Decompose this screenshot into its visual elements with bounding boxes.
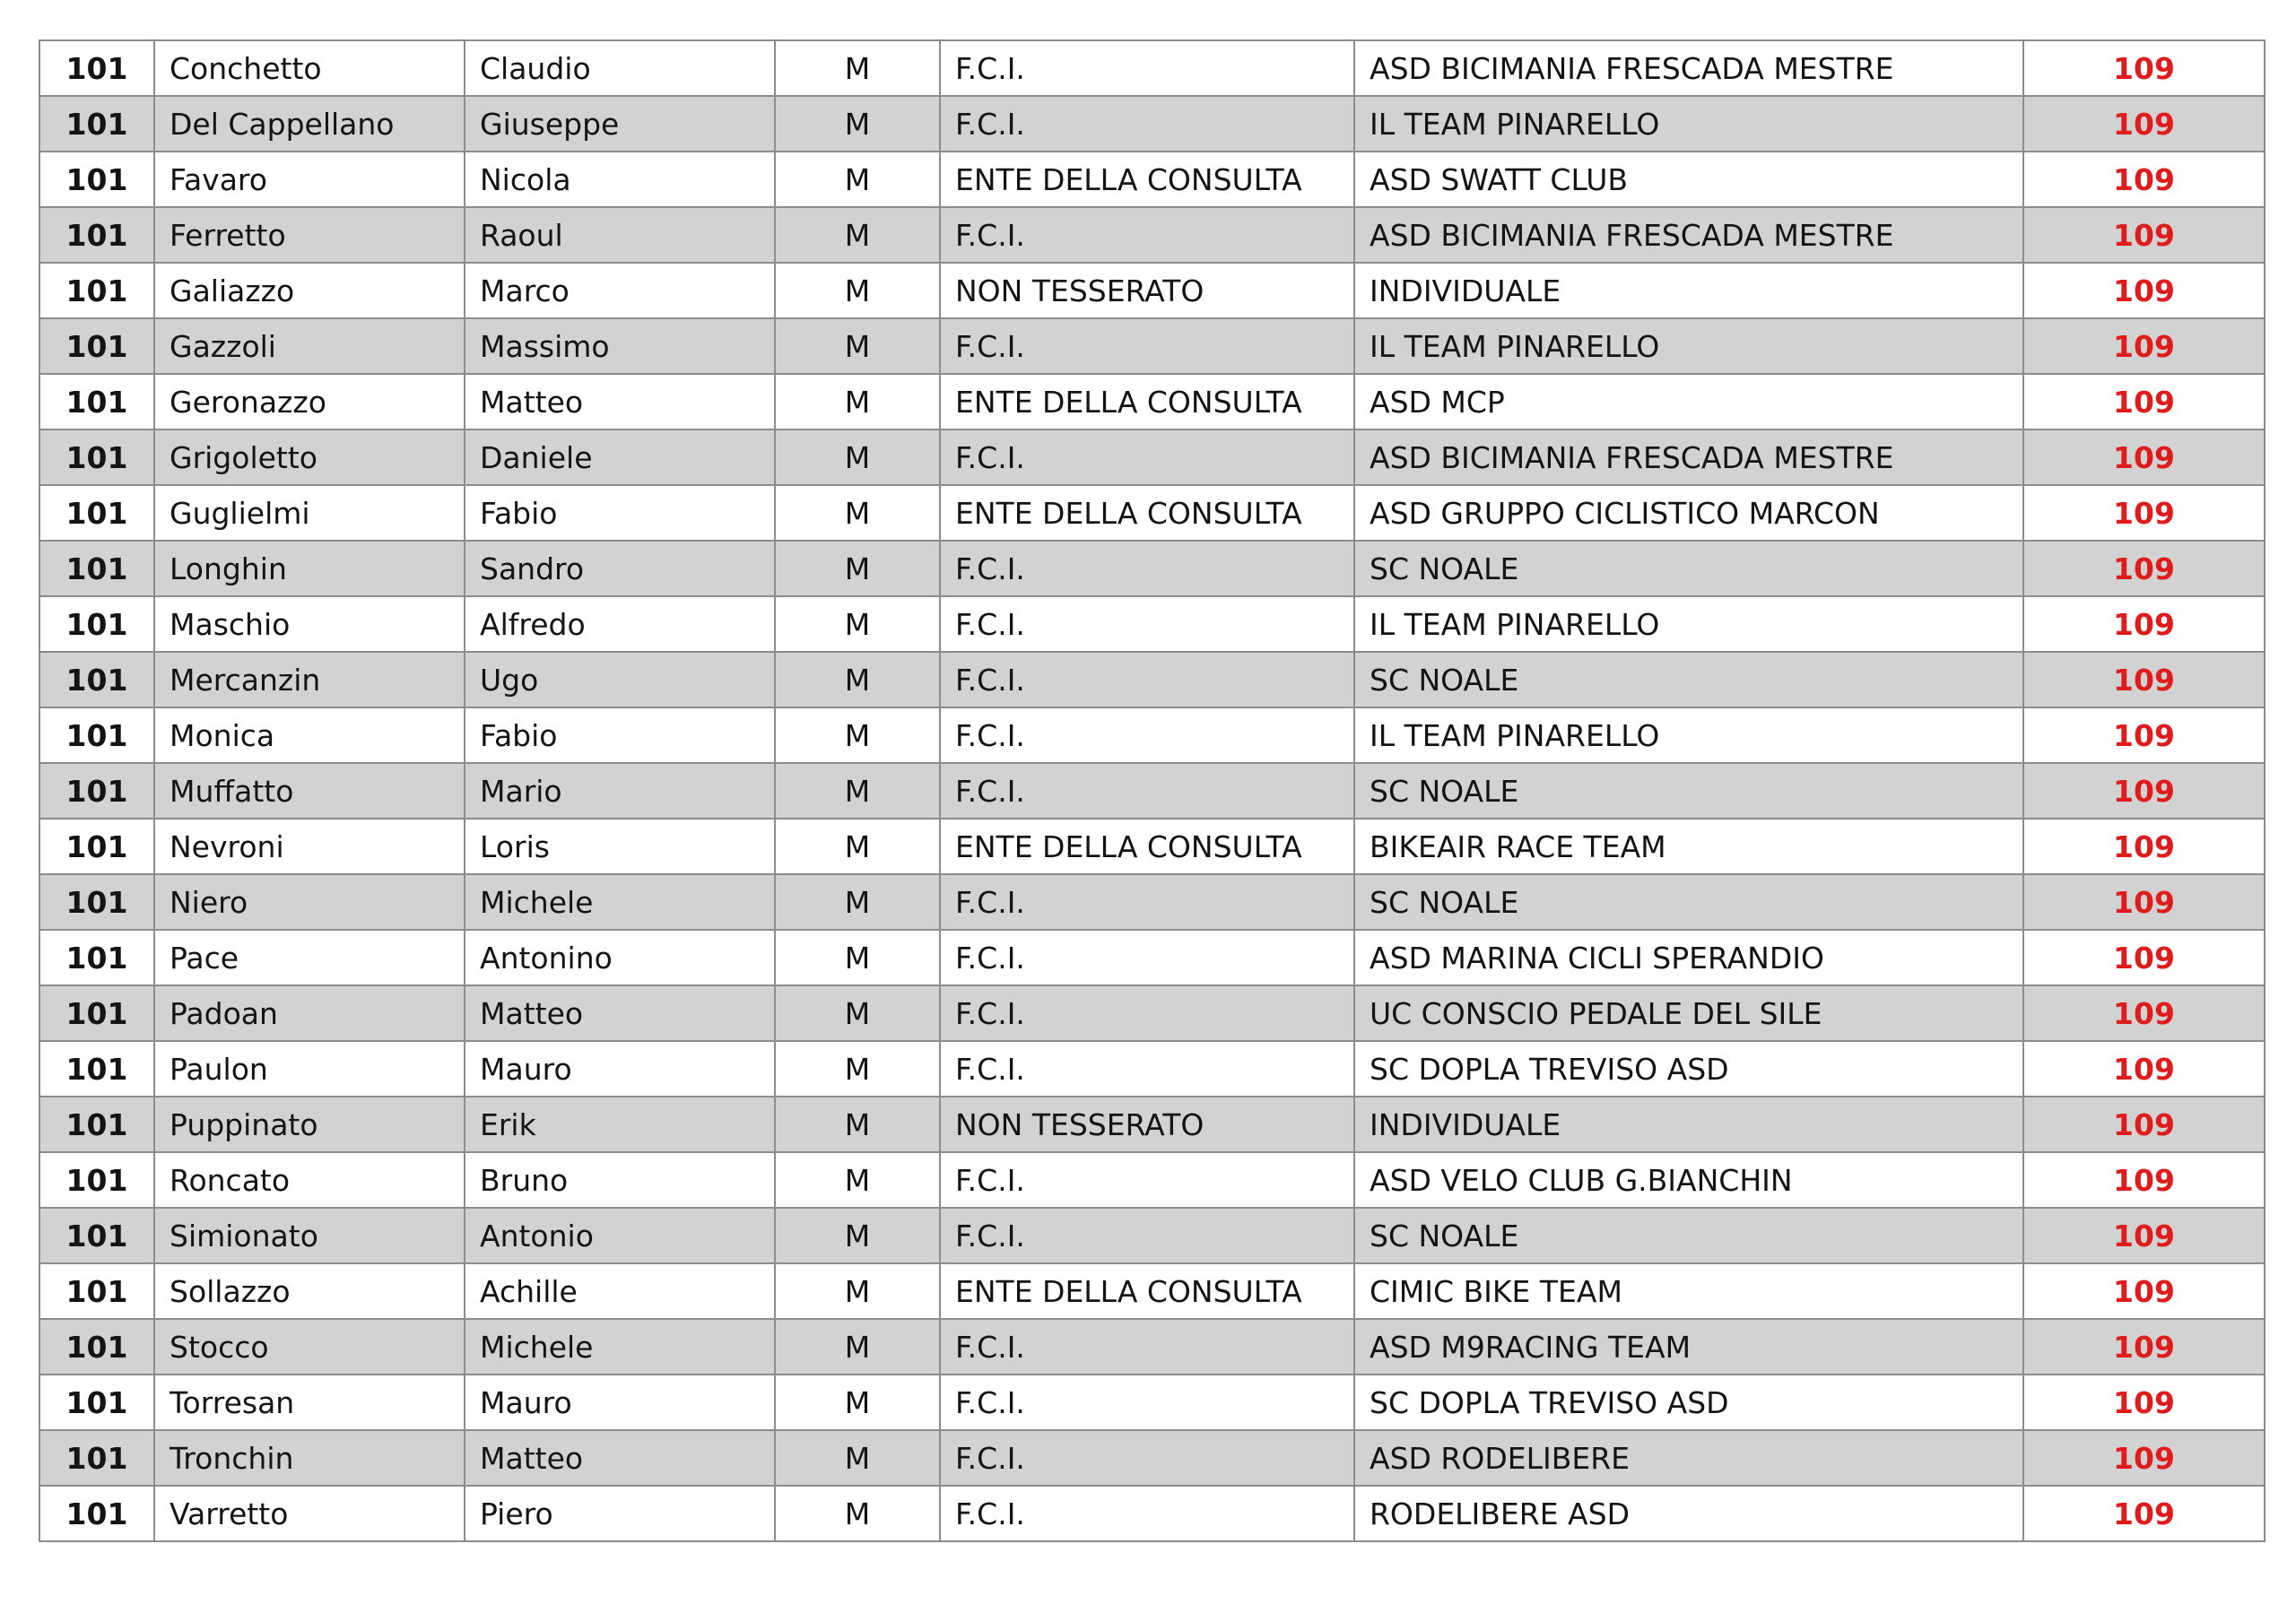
- federation-cell: F.C.I.: [940, 874, 1354, 930]
- table-row: [39, 1430, 2265, 1486]
- category-cell: 101: [39, 1041, 154, 1097]
- federation-cell: F.C.I.: [940, 596, 1354, 652]
- team-cell: INDIVIDUALE: [1354, 263, 2023, 318]
- points-cell: 109: [2023, 652, 2265, 707]
- category-cell: 101: [39, 1486, 154, 1541]
- federation-cell: F.C.I.: [940, 40, 1354, 96]
- points-cell: 109: [2023, 263, 2265, 318]
- table-row: [39, 930, 2265, 985]
- first-name-cell: Antonio: [465, 1208, 775, 1263]
- results-table-body: [39, 40, 2265, 1541]
- federation-cell: F.C.I.: [940, 207, 1354, 263]
- first-name-cell: Michele: [465, 1319, 775, 1375]
- first-name-cell: Bruno: [465, 1152, 775, 1208]
- first-name-cell: Matteo: [465, 985, 775, 1041]
- surname-cell: Puppinato: [154, 1097, 465, 1152]
- surname-cell: Padoan: [154, 985, 465, 1041]
- table-row: [39, 429, 2265, 485]
- surname-cell: Torresan: [154, 1375, 465, 1430]
- table-row: [39, 152, 2265, 207]
- first-name-cell: Claudio: [465, 40, 775, 96]
- team-cell: IL TEAM PINARELLO: [1354, 96, 2023, 152]
- surname-cell: Favaro: [154, 152, 465, 207]
- sex-cell: M: [775, 652, 940, 707]
- surname-cell: Paulon: [154, 1041, 465, 1097]
- category-cell: 101: [39, 318, 154, 374]
- points-cell: 109: [2023, 152, 2265, 207]
- first-name-cell: Daniele: [465, 429, 775, 485]
- team-cell: IL TEAM PINARELLO: [1354, 596, 2023, 652]
- surname-cell: Ferretto: [154, 207, 465, 263]
- federation-cell: F.C.I.: [940, 930, 1354, 985]
- table-row: [39, 374, 2265, 429]
- table-row: [39, 1041, 2265, 1097]
- federation-cell: F.C.I.: [940, 1319, 1354, 1375]
- table-row: [39, 1208, 2265, 1263]
- table-row: [39, 96, 2265, 152]
- first-name-cell: Marco: [465, 263, 775, 318]
- sex-cell: M: [775, 1041, 940, 1097]
- team-cell: ASD RODELIBERE: [1354, 1430, 2023, 1486]
- points-cell: 109: [2023, 96, 2265, 152]
- table-row: [39, 652, 2265, 707]
- team-cell: SC DOPLA TREVISO ASD: [1354, 1375, 2023, 1430]
- sex-cell: M: [775, 1375, 940, 1430]
- points-cell: 109: [2023, 1263, 2265, 1319]
- points-cell: 109: [2023, 1097, 2265, 1152]
- category-cell: 101: [39, 1208, 154, 1263]
- category-cell: 101: [39, 263, 154, 318]
- surname-cell: Tronchin: [154, 1430, 465, 1486]
- first-name-cell: Matteo: [465, 1430, 775, 1486]
- sex-cell: M: [775, 1486, 940, 1541]
- category-cell: 101: [39, 541, 154, 596]
- federation-cell: F.C.I.: [940, 763, 1354, 819]
- category-cell: 101: [39, 1375, 154, 1430]
- surname-cell: Monica: [154, 707, 465, 763]
- category-cell: 101: [39, 1263, 154, 1319]
- team-cell: SC NOALE: [1354, 763, 2023, 819]
- points-cell: 109: [2023, 1430, 2265, 1486]
- table-row: [39, 1152, 2265, 1208]
- table-row: [39, 1486, 2265, 1541]
- sex-cell: M: [775, 40, 940, 96]
- surname-cell: Pace: [154, 930, 465, 985]
- category-cell: 101: [39, 874, 154, 930]
- first-name-cell: Antonino: [465, 930, 775, 985]
- category-cell: 101: [39, 485, 154, 541]
- category-cell: 101: [39, 40, 154, 96]
- points-cell: 109: [2023, 485, 2265, 541]
- federation-cell: F.C.I.: [940, 707, 1354, 763]
- table-row: [39, 1375, 2265, 1430]
- category-cell: 101: [39, 1319, 154, 1375]
- table-row: [39, 874, 2265, 930]
- results-sheet: [39, 39, 2264, 1542]
- points-cell: 109: [2023, 40, 2265, 96]
- first-name-cell: Mario: [465, 763, 775, 819]
- sex-cell: M: [775, 1152, 940, 1208]
- first-name-cell: Matteo: [465, 374, 775, 429]
- team-cell: ASD BICIMANIA FRESCADA MESTRE: [1354, 40, 2023, 96]
- sex-cell: M: [775, 541, 940, 596]
- sex-cell: M: [775, 207, 940, 263]
- sex-cell: M: [775, 96, 940, 152]
- points-cell: 109: [2023, 1208, 2265, 1263]
- team-cell: SC NOALE: [1354, 874, 2023, 930]
- federation-cell: F.C.I.: [940, 96, 1354, 152]
- points-cell: 109: [2023, 707, 2265, 763]
- category-cell: 101: [39, 1430, 154, 1486]
- table-row: [39, 207, 2265, 263]
- points-cell: 109: [2023, 429, 2265, 485]
- table-row: [39, 819, 2265, 874]
- surname-cell: Varretto: [154, 1486, 465, 1541]
- table-row: [39, 985, 2265, 1041]
- team-cell: BIKEAIR RACE TEAM: [1354, 819, 2023, 874]
- first-name-cell: Mauro: [465, 1375, 775, 1430]
- sex-cell: M: [775, 763, 940, 819]
- table-row: [39, 1263, 2265, 1319]
- team-cell: ASD BICIMANIA FRESCADA MESTRE: [1354, 207, 2023, 263]
- federation-cell: F.C.I.: [940, 1152, 1354, 1208]
- table-row: [39, 485, 2265, 541]
- surname-cell: Roncato: [154, 1152, 465, 1208]
- surname-cell: Geronazzo: [154, 374, 465, 429]
- first-name-cell: Fabio: [465, 707, 775, 763]
- surname-cell: Galiazzo: [154, 263, 465, 318]
- federation-cell: F.C.I.: [940, 1041, 1354, 1097]
- table-row: [39, 1097, 2265, 1152]
- team-cell: SC NOALE: [1354, 652, 2023, 707]
- first-name-cell: Raoul: [465, 207, 775, 263]
- category-cell: 101: [39, 763, 154, 819]
- surname-cell: Stocco: [154, 1319, 465, 1375]
- team-cell: SC NOALE: [1354, 541, 2023, 596]
- surname-cell: Muffatto: [154, 763, 465, 819]
- surname-cell: Conchetto: [154, 40, 465, 96]
- category-cell: 101: [39, 930, 154, 985]
- results-table: [39, 39, 2266, 1542]
- team-cell: ASD GRUPPO CICLISTICO MARCON: [1354, 485, 2023, 541]
- federation-cell: NON TESSERATO: [940, 263, 1354, 318]
- category-cell: 101: [39, 96, 154, 152]
- category-cell: 101: [39, 374, 154, 429]
- table-row: [39, 707, 2265, 763]
- surname-cell: Niero: [154, 874, 465, 930]
- federation-cell: ENTE DELLA CONSULTA: [940, 819, 1354, 874]
- federation-cell: F.C.I.: [940, 429, 1354, 485]
- sex-cell: M: [775, 429, 940, 485]
- first-name-cell: Giuseppe: [465, 96, 775, 152]
- federation-cell: F.C.I.: [940, 318, 1354, 374]
- first-name-cell: Erik: [465, 1097, 775, 1152]
- sex-cell: M: [775, 930, 940, 985]
- surname-cell: Simionato: [154, 1208, 465, 1263]
- category-cell: 101: [39, 985, 154, 1041]
- table-row: [39, 541, 2265, 596]
- points-cell: 109: [2023, 985, 2265, 1041]
- sex-cell: M: [775, 707, 940, 763]
- category-cell: 101: [39, 152, 154, 207]
- team-cell: CIMIC BIKE TEAM: [1354, 1263, 2023, 1319]
- first-name-cell: Achille: [465, 1263, 775, 1319]
- points-cell: 109: [2023, 541, 2265, 596]
- first-name-cell: Michele: [465, 874, 775, 930]
- first-name-cell: Massimo: [465, 318, 775, 374]
- surname-cell: Mercanzin: [154, 652, 465, 707]
- points-cell: 109: [2023, 930, 2265, 985]
- federation-cell: F.C.I.: [940, 1208, 1354, 1263]
- points-cell: 109: [2023, 1375, 2265, 1430]
- first-name-cell: Mauro: [465, 1041, 775, 1097]
- first-name-cell: Loris: [465, 819, 775, 874]
- surname-cell: Gazzoli: [154, 318, 465, 374]
- first-name-cell: Sandro: [465, 541, 775, 596]
- points-cell: 109: [2023, 763, 2265, 819]
- federation-cell: F.C.I.: [940, 652, 1354, 707]
- team-cell: ASD MCP: [1354, 374, 2023, 429]
- table-row: [39, 263, 2265, 318]
- points-cell: 109: [2023, 374, 2265, 429]
- first-name-cell: Alfredo: [465, 596, 775, 652]
- federation-cell: ENTE DELLA CONSULTA: [940, 152, 1354, 207]
- category-cell: 101: [39, 1152, 154, 1208]
- sex-cell: M: [775, 819, 940, 874]
- sex-cell: M: [775, 1097, 940, 1152]
- surname-cell: Sollazzo: [154, 1263, 465, 1319]
- surname-cell: Grigoletto: [154, 429, 465, 485]
- sex-cell: M: [775, 374, 940, 429]
- sex-cell: M: [775, 1319, 940, 1375]
- surname-cell: Maschio: [154, 596, 465, 652]
- team-cell: IL TEAM PINARELLO: [1354, 318, 2023, 374]
- team-cell: IL TEAM PINARELLO: [1354, 707, 2023, 763]
- category-cell: 101: [39, 207, 154, 263]
- federation-cell: F.C.I.: [940, 1486, 1354, 1541]
- team-cell: UC CONSCIO PEDALE DEL SILE: [1354, 985, 2023, 1041]
- federation-cell: ENTE DELLA CONSULTA: [940, 374, 1354, 429]
- points-cell: 109: [2023, 1041, 2265, 1097]
- category-cell: 101: [39, 707, 154, 763]
- points-cell: 109: [2023, 318, 2265, 374]
- federation-cell: F.C.I.: [940, 1430, 1354, 1486]
- federation-cell: F.C.I.: [940, 541, 1354, 596]
- federation-cell: F.C.I.: [940, 985, 1354, 1041]
- table-row: [39, 763, 2265, 819]
- first-name-cell: Fabio: [465, 485, 775, 541]
- first-name-cell: Piero: [465, 1486, 775, 1541]
- team-cell: INDIVIDUALE: [1354, 1097, 2023, 1152]
- points-cell: 109: [2023, 819, 2265, 874]
- team-cell: ASD MARINA CICLI SPERANDIO: [1354, 930, 2023, 985]
- category-cell: 101: [39, 819, 154, 874]
- points-cell: 109: [2023, 1319, 2265, 1375]
- surname-cell: Nevroni: [154, 819, 465, 874]
- points-cell: 109: [2023, 1152, 2265, 1208]
- federation-cell: F.C.I.: [940, 1375, 1354, 1430]
- sex-cell: M: [775, 263, 940, 318]
- category-cell: 101: [39, 596, 154, 652]
- sex-cell: M: [775, 596, 940, 652]
- sex-cell: M: [775, 874, 940, 930]
- first-name-cell: Ugo: [465, 652, 775, 707]
- sex-cell: M: [775, 1208, 940, 1263]
- team-cell: ASD VELO CLUB G.BIANCHIN: [1354, 1152, 2023, 1208]
- team-cell: ASD M9RACING TEAM: [1354, 1319, 2023, 1375]
- federation-cell: ENTE DELLA CONSULTA: [940, 1263, 1354, 1319]
- points-cell: 109: [2023, 874, 2265, 930]
- team-cell: SC NOALE: [1354, 1208, 2023, 1263]
- points-cell: 109: [2023, 1486, 2265, 1541]
- sex-cell: M: [775, 152, 940, 207]
- table-row: [39, 596, 2265, 652]
- surname-cell: Del Cappellano: [154, 96, 465, 152]
- table-row: [39, 40, 2265, 96]
- category-cell: 101: [39, 1097, 154, 1152]
- sex-cell: M: [775, 485, 940, 541]
- federation-cell: ENTE DELLA CONSULTA: [940, 485, 1354, 541]
- surname-cell: Longhin: [154, 541, 465, 596]
- table-row: [39, 318, 2265, 374]
- team-cell: ASD SWATT CLUB: [1354, 152, 2023, 207]
- team-cell: SC DOPLA TREVISO ASD: [1354, 1041, 2023, 1097]
- points-cell: 109: [2023, 596, 2265, 652]
- federation-cell: NON TESSERATO: [940, 1097, 1354, 1152]
- sex-cell: M: [775, 1430, 940, 1486]
- category-cell: 101: [39, 652, 154, 707]
- points-cell: 109: [2023, 207, 2265, 263]
- team-cell: RODELIBERE ASD: [1354, 1486, 2023, 1541]
- category-cell: 101: [39, 429, 154, 485]
- team-cell: ASD BICIMANIA FRESCADA MESTRE: [1354, 429, 2023, 485]
- surname-cell: Guglielmi: [154, 485, 465, 541]
- sex-cell: M: [775, 985, 940, 1041]
- table-row: [39, 1319, 2265, 1375]
- sex-cell: M: [775, 1263, 940, 1319]
- sex-cell: M: [775, 318, 940, 374]
- first-name-cell: Nicola: [465, 152, 775, 207]
